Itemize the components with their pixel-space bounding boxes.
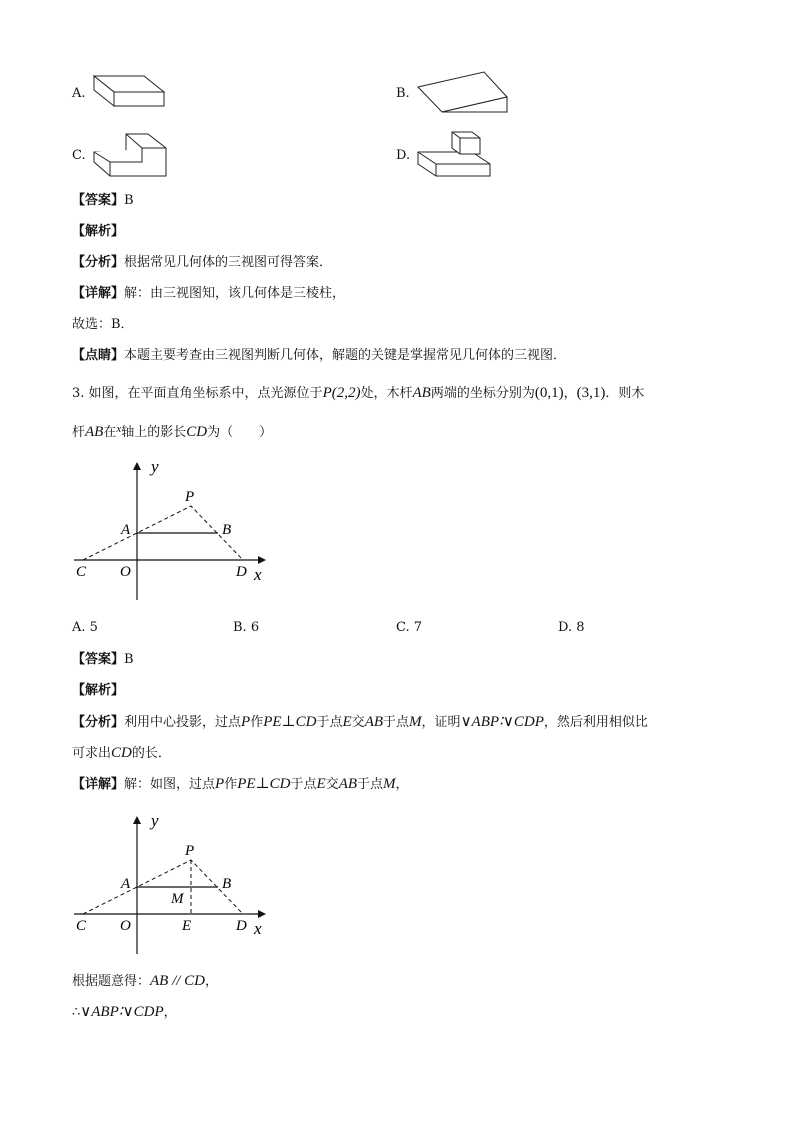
stem-text: 如图，在平面直角坐标系中，点光源位于 xyxy=(88,386,323,401)
answer-tag: 【答案】 xyxy=(72,193,125,208)
math-m: M xyxy=(409,714,422,730)
q3-option-b[interactable]: B. 6 xyxy=(233,620,260,635)
math-m: M xyxy=(383,776,396,792)
explain-tag: 【解析】 xyxy=(72,683,125,698)
math-coord-a: (0,1) xyxy=(534,385,564,401)
step-text: ， xyxy=(205,974,219,989)
comment-text: 本题主要考查由三视图判断几何体，解题的关键是掌握常见几何体的三视图． xyxy=(124,348,567,363)
answer-tag: 【答案】 xyxy=(72,652,125,667)
stem-text: 在 xyxy=(103,425,117,440)
label-c: C xyxy=(76,918,87,934)
q2-answer-line xyxy=(72,193,134,209)
label-o: O xyxy=(120,918,131,934)
analysis-text: 利用中心投影，过点 xyxy=(124,715,242,730)
option-d-label[interactable]: D. xyxy=(396,148,411,163)
question-number: 3. xyxy=(72,386,85,401)
math-ab: AB xyxy=(412,385,431,401)
detail-text: 交 xyxy=(325,777,339,792)
explain-tag: 【解析】 xyxy=(72,224,125,239)
stem-text: ， xyxy=(563,386,577,401)
label-b: B xyxy=(222,876,232,892)
label-b: B xyxy=(222,522,232,538)
math-point-p: P(2,2) xyxy=(322,385,361,401)
analysis-tag: 【分析】 xyxy=(72,715,125,730)
label-o: O xyxy=(120,564,131,580)
q2-comment-line xyxy=(72,348,566,364)
math-parallel: AB // CD xyxy=(150,973,206,989)
option-d-figure xyxy=(414,128,496,180)
option-c-figure xyxy=(90,128,172,180)
stem-text: 为（ ） xyxy=(207,425,273,440)
answer-value: B xyxy=(124,193,134,208)
math-cd: CD xyxy=(186,424,208,440)
option-a-label[interactable]: A. xyxy=(72,86,86,101)
math-p: P xyxy=(241,714,251,730)
label-y: y xyxy=(151,811,159,830)
analysis-text: ，然后利用相似比 xyxy=(543,715,648,730)
q3-stem-line2 xyxy=(72,421,272,441)
stem-text: 处，木杆 xyxy=(360,386,413,401)
math-similar: ∨ABP∶∨CDP xyxy=(80,1004,164,1020)
label-p: P xyxy=(185,489,195,505)
analysis-text: 的长． xyxy=(131,746,171,761)
detail-text: ， xyxy=(395,777,409,792)
analysis-text: 于点 xyxy=(316,715,343,730)
coordinate-figure-2 xyxy=(66,806,276,958)
q3-answer-line xyxy=(72,652,134,668)
label-d: D xyxy=(236,918,247,934)
detail-text: 解：如图，过点 xyxy=(124,777,216,792)
detail-text: 于点 xyxy=(357,777,384,792)
label-c: C xyxy=(76,564,87,580)
q3-step2 xyxy=(72,1004,177,1021)
step-text: 根据题意得： xyxy=(72,974,151,989)
answer-value: B xyxy=(124,652,134,667)
analysis-text: 于点 xyxy=(383,715,410,730)
detail-text: 解：由三视图知，该几何体是三棱柱， xyxy=(124,286,346,301)
math-pe-perp-cd: PE⊥CD xyxy=(237,776,291,792)
q2-detail-line xyxy=(72,286,345,302)
coordinate-figure-1 xyxy=(66,452,276,602)
label-x: x xyxy=(254,565,262,584)
label-x: x xyxy=(254,919,262,938)
analysis-text: ，证明 xyxy=(421,715,461,730)
stem-text: 两端的坐标分别为 xyxy=(430,386,535,401)
math-ab: AB xyxy=(364,714,384,730)
q3-explain-line xyxy=(72,683,124,699)
q3-option-d[interactable]: D. 8 xyxy=(558,620,585,635)
therefore-symbol: ∴ xyxy=(72,1005,81,1020)
detail-tag: 【详解】 xyxy=(72,286,125,301)
label-e: E xyxy=(182,918,192,934)
label-d: D xyxy=(236,564,247,580)
math-pe-perp-cd: PE⊥CD xyxy=(263,714,317,730)
q3-stem-line1 xyxy=(72,385,644,402)
q3-option-a[interactable]: A. 5 xyxy=(72,620,98,635)
math-cd: CD xyxy=(111,745,132,761)
detail-text: 于点 xyxy=(290,777,317,792)
analysis-text: 交 xyxy=(351,715,365,730)
stem-text: 轴上的影长 xyxy=(121,425,187,440)
option-b-label[interactable]: B. xyxy=(396,86,410,101)
detail-tag: 【详解】 xyxy=(72,777,125,792)
q3-step1 xyxy=(72,973,218,990)
label-m: M xyxy=(171,891,184,907)
label-p: P xyxy=(185,843,195,859)
math-coord-b: (3,1) xyxy=(576,385,606,401)
label-a: A xyxy=(121,522,131,538)
q2-analysis-line xyxy=(72,255,332,271)
q3-detail-line xyxy=(72,776,409,793)
comment-tag: 【点睛】 xyxy=(72,348,125,363)
step-text: ， xyxy=(163,1005,177,1020)
math-ab: AB xyxy=(85,424,104,440)
option-c-label[interactable]: C. xyxy=(72,148,86,163)
math-ab: AB xyxy=(338,776,358,792)
math-similar: ∨ABP∶∨CDP xyxy=(460,714,544,730)
analysis-text: 根据常见几何体的三视图可得答案． xyxy=(124,255,333,270)
label-a: A xyxy=(121,876,131,892)
analysis-text: 可求出 xyxy=(72,746,112,761)
analysis-tag: 【分析】 xyxy=(72,255,125,270)
math-p: P xyxy=(215,776,225,792)
stem-text: ．则木 xyxy=(605,386,645,401)
stem-text: 杆 xyxy=(72,425,86,440)
math-x-axis: x xyxy=(116,423,122,435)
option-a-figure xyxy=(90,72,170,112)
q3-option-c[interactable]: C. 7 xyxy=(396,620,423,635)
q3-analysis-line1 xyxy=(72,714,648,731)
q3-analysis-line2 xyxy=(72,745,171,762)
label-y: y xyxy=(151,457,159,476)
math-e: E xyxy=(316,776,326,792)
detail-text: 作 xyxy=(224,777,238,792)
option-b-figure xyxy=(414,68,512,116)
q2-choose-line: 故选：B． xyxy=(72,317,134,332)
math-e: E xyxy=(342,714,352,730)
analysis-text: 作 xyxy=(250,715,264,730)
q2-explain-line xyxy=(72,224,124,240)
